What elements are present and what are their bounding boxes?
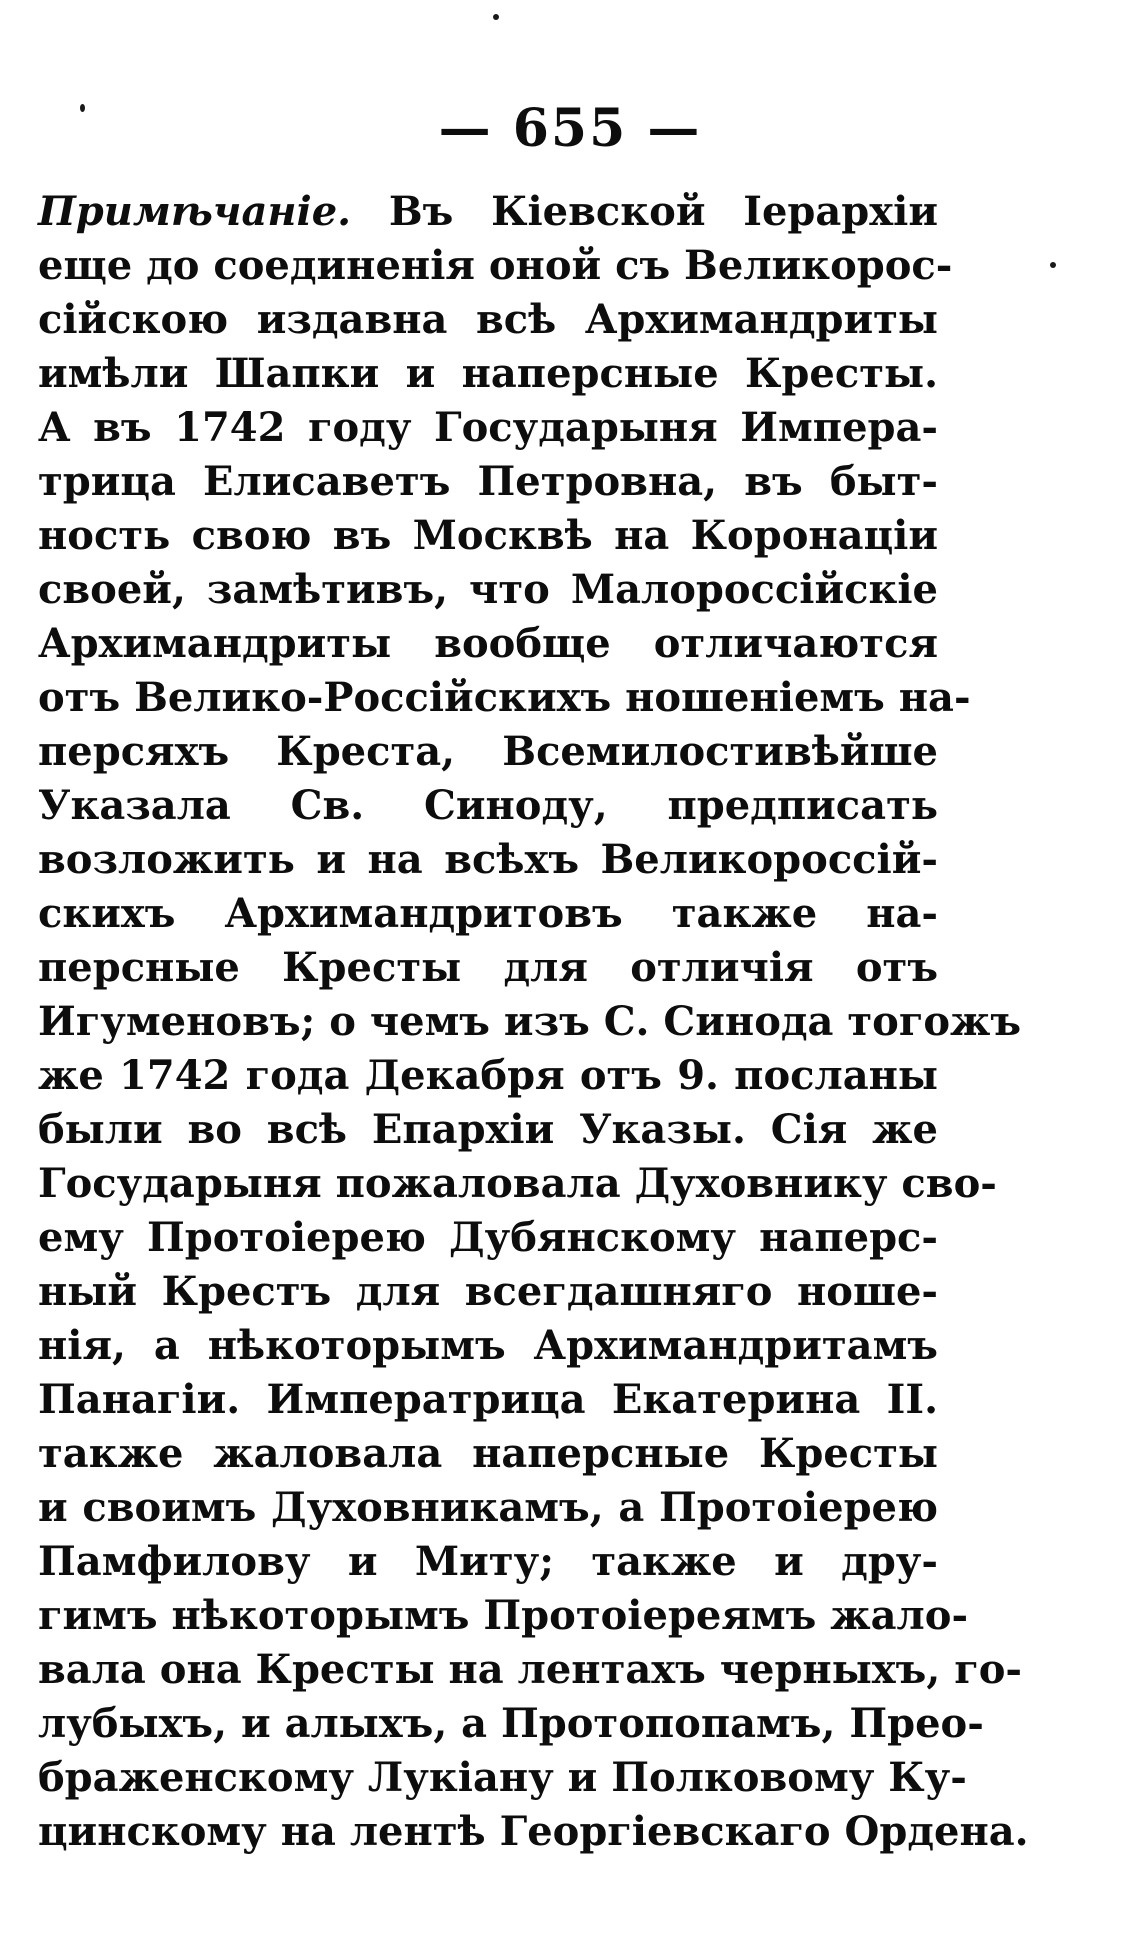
text-line: цинскому на лентѣ Георгіевскаго Ордена. xyxy=(38,1808,1029,1855)
text-line: Памфилову и Миту; также и дру- xyxy=(38,1538,938,1585)
text-line: лубыхъ, и алыхъ, а Протопопамъ, Прео- xyxy=(38,1700,984,1747)
text-line: персные Кресты для отличія отъ xyxy=(38,944,938,991)
text-line: возложить и на всѣхъ Великороссій- xyxy=(38,836,938,883)
text-line: ему Протоіерею Дубянскому наперс- xyxy=(38,1214,938,1261)
text-line: Государыня пожаловала Духовнику сво- xyxy=(38,1160,997,1207)
note-text xyxy=(38,185,1029,1859)
line-text: Въ Кіевской Іерархіи xyxy=(388,188,938,235)
text-line: своей, замѣтивъ, что Малороссійскіе xyxy=(38,566,938,613)
text-line: имѣли Шапки и наперсные Кресты. xyxy=(38,350,938,397)
text-line: вала она Кресты на лентахъ черныхъ, го- xyxy=(38,1646,1022,1693)
page-number: — 655 — xyxy=(438,98,702,159)
text-line: были во всѣ Епархіи Указы. Сія же xyxy=(38,1106,938,1153)
text-line: браженскому Лукіану и Полковому Ку- xyxy=(38,1754,967,1801)
text-line: Архимандриты вообще отличаются xyxy=(38,620,938,667)
text-line: Указала Св. Синоду, предписать xyxy=(38,782,938,829)
text-line: А въ 1742 году Государыня Импера- xyxy=(38,404,938,451)
text-line: отъ Велико-Россійскихъ ношеніемъ на- xyxy=(38,674,971,721)
text-line: еще до соединенія оной съ Великорос- xyxy=(38,242,953,289)
text-line: трица Елисаветъ Петровна, въ быт- xyxy=(38,458,938,505)
text-line: скихъ Архимандритовъ также на- xyxy=(38,890,938,937)
text-line: Панагіи. Императрица Екатерина II. xyxy=(38,1376,938,1423)
text-line xyxy=(38,185,938,239)
text-line: Игуменовъ; о чемъ изъ С. Синода тогожъ xyxy=(38,998,1022,1045)
print-speck xyxy=(1050,262,1056,268)
note-heading: Примѣчаніе. xyxy=(38,188,352,235)
text-line: ность свою въ Москвѣ на Коронаціи xyxy=(38,512,938,559)
text-line: и своимъ Духовникамъ, а Протоіерею xyxy=(38,1484,938,1531)
print-speck xyxy=(493,14,499,20)
text-line: же 1742 года Декабря отъ 9. посланы xyxy=(38,1052,938,1099)
text-line: сійскою издавна всѣ Архимандриты xyxy=(38,296,938,343)
text-line: ный Крестъ для всегдашняго ноше- xyxy=(38,1268,938,1315)
text-line: персяхъ Креста, Всемилостивѣйше xyxy=(38,728,938,775)
text-line: гимъ нѣкоторымъ Протоіереямъ жало- xyxy=(38,1592,969,1639)
text-line: нія, а нѣкоторымъ Архимандритамъ xyxy=(38,1322,938,1369)
text-line: также жаловала наперсные Кресты xyxy=(38,1430,938,1477)
